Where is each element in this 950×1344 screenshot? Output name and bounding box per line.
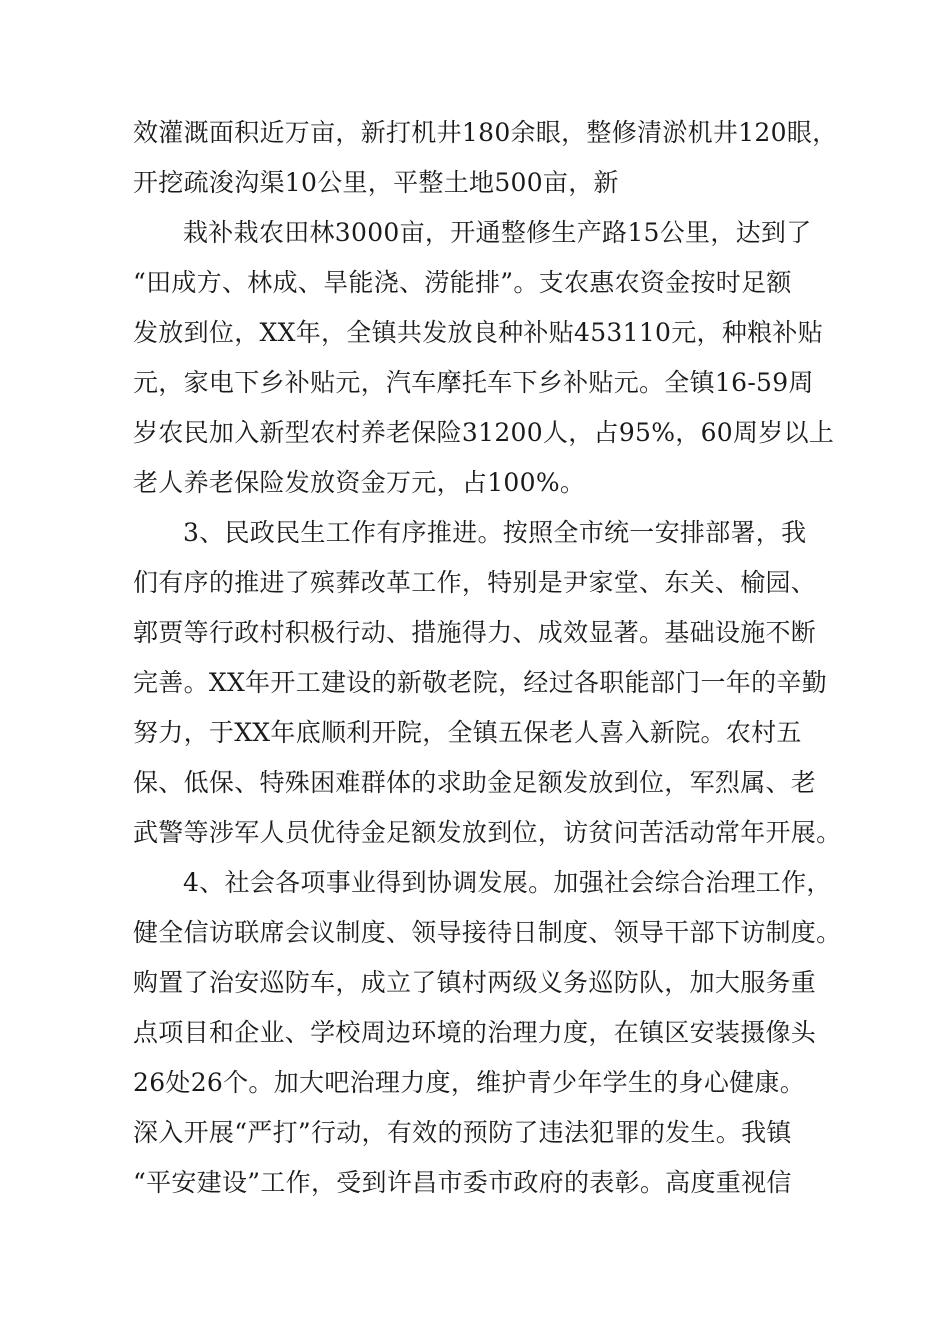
text-line: 开挖疏浚沟渠10公里，平整土地500亩，新 xyxy=(133,168,619,197)
text-line: 老人养老保险发放资金万元，占100%。 xyxy=(133,468,586,497)
text-line: 深入开展“严打”行动，有效的预防了违法犯罪的发生。我镇 xyxy=(133,1118,792,1147)
text-line: “平安建设”工作，受到许昌市委市政府的表彰。高度重视信 xyxy=(133,1168,792,1197)
text-line: 们有序的推进了殡葬改革工作，特别是尹家堂、东关、榆园、 xyxy=(133,568,817,597)
text-line: 健全信访联席会议制度、领导接待日制度、领导干部下访制度。 xyxy=(133,918,842,947)
text-line: 点项目和企业、学校周边环境的治理力度，在镇区安装摄像头 xyxy=(133,1018,817,1047)
text-line: 3、民政民生工作有序推进。按照全市统一安排部署，我 xyxy=(183,518,807,547)
text-line: 保、低保、特殊困难群体的求助金足额发放到位，军烈属、老 xyxy=(133,768,817,797)
text-line: 购置了治安巡防车，成立了镇村两级义务巡防队，加大服务重 xyxy=(133,968,817,997)
text-line: 岁农民加入新型农村养老保险31200人，占95%，60周岁以上 xyxy=(133,418,835,447)
text-line: 4、社会各项事业得到协调发展。加强社会综合治理工作， xyxy=(183,868,832,897)
text-line: 栽补栽农田林3000亩，开通整修生产路15公里，达到了 xyxy=(183,218,812,247)
text-line: 效灌溉面积近万亩，新打机井180余眼，整修清淤机井120眼， xyxy=(133,118,838,147)
text-line: 发放到位，XX年，全镇共发放良种补贴453110元，种粮补贴 xyxy=(133,318,824,347)
text-line: “田成方、林成、旱能浇、涝能排”。支农惠农资金按时足额 xyxy=(133,268,792,297)
text-line: 26处26个。加大吧治理力度，维护青少年学生的身心健康。 xyxy=(133,1068,806,1097)
text-line: 努力，于XX年底顺利开院，全镇五保老人喜入新院。农村五 xyxy=(133,718,802,747)
text-line: 郭贾等行政村积极行动、措施得力、成效显著。基础设施不断 xyxy=(133,618,817,647)
text-line: 元，家电下乡补贴元，汽车摩托车下乡补贴元。全镇16-59周 xyxy=(133,368,814,397)
text-line: 武警等涉军人员优待金足额发放到位，访贫问苦活动常年开展。 xyxy=(133,818,842,847)
text-line: 完善。XX年开工建设的新敬老院，经过各职能部门一年的辛勤 xyxy=(133,668,827,697)
